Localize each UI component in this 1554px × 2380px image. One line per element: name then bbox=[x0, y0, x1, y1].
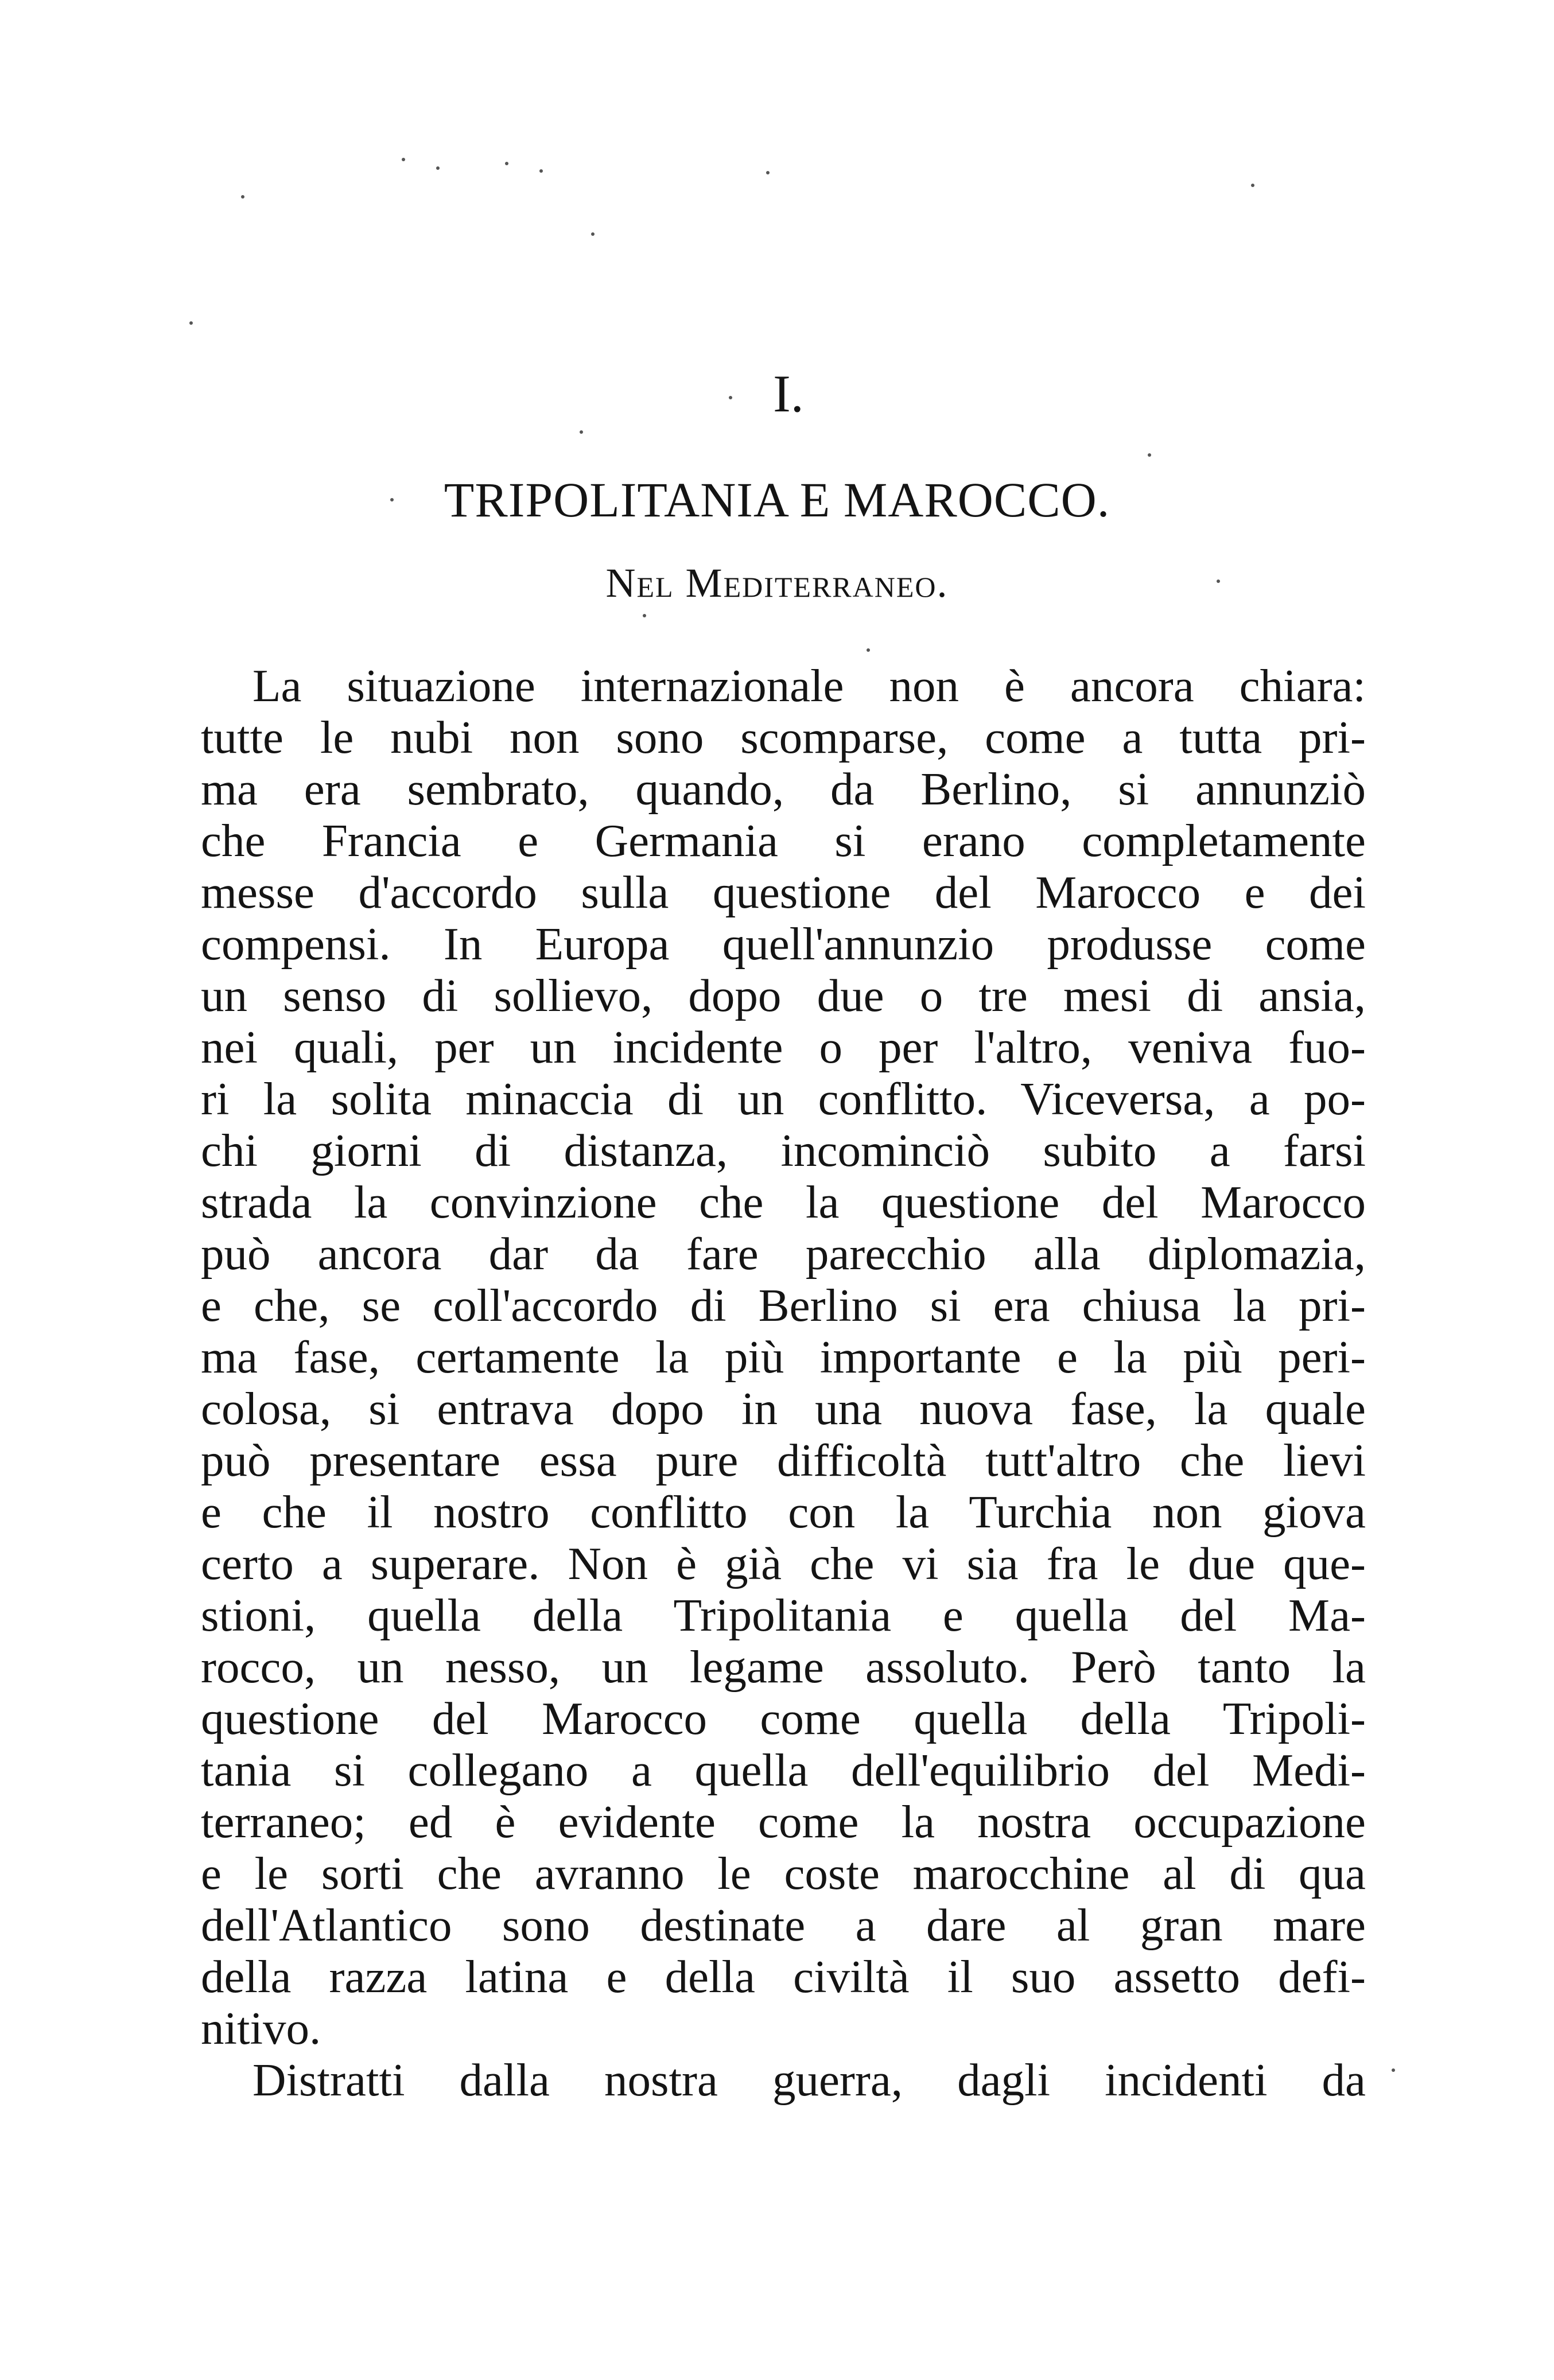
text-line: chi giorni di distanza, incominciò subito a farsi bbox=[201, 1125, 1366, 1176]
text-line: e le sorti che avranno le coste marocchine al di qua bbox=[201, 1848, 1366, 1899]
print-speck bbox=[402, 158, 405, 161]
text-line: terraneo; ed è evidente come la nostra occupazione bbox=[201, 1796, 1366, 1848]
print-speck bbox=[390, 498, 394, 501]
text-line: stioni, quella della Tripolitania e quella del Ma- bbox=[201, 1589, 1366, 1641]
text-line: ma era sembrato, quando, da Berlino, si annunziò bbox=[201, 763, 1366, 815]
text-line: Distratti dalla nostra guerra, dagli incidenti da bbox=[252, 2054, 1366, 2106]
chapter-number: I. bbox=[773, 364, 804, 423]
text-line: ri la solita minaccia di un conflitto. Viceversa, a po- bbox=[201, 1073, 1366, 1125]
print-speck bbox=[766, 171, 770, 174]
text-line: della razza latina e della civiltà il suo assetto defi- bbox=[201, 1951, 1366, 2002]
text-line: nitivo. bbox=[201, 2002, 321, 2054]
text-line: nei quali, per un incidente o per l'altro, veniva fuo- bbox=[201, 1021, 1366, 1073]
text-line: messe d'accordo sulla questione del Marocco e dei bbox=[201, 866, 1366, 918]
text-line: rocco, un nesso, un legame assoluto. Però tanto la bbox=[201, 1641, 1366, 1693]
text-line: ma fase, certamente la più importante e la più peri- bbox=[201, 1331, 1366, 1383]
print-speck bbox=[241, 195, 244, 199]
text-line: e che, se coll'accordo di Berlino si era chiusa la pri- bbox=[201, 1280, 1366, 1331]
chapter-title: TRIPOLITANIA E MAROCCO. bbox=[444, 472, 1110, 527]
text-line: può presentare essa pure difficoltà tutt'altro che lievi bbox=[201, 1434, 1366, 1486]
text-line: La situazione internazionale non è ancora chiara: bbox=[252, 660, 1366, 711]
text-line: e che il nostro conflitto con la Turchia non giova bbox=[201, 1486, 1366, 1538]
print-speck bbox=[591, 232, 595, 236]
print-speck bbox=[436, 166, 440, 170]
paragraph-1 bbox=[201, 660, 1366, 2054]
text-line: compensi. In Europa quell'annunzio produsse come bbox=[201, 918, 1366, 970]
print-speck bbox=[1392, 2068, 1395, 2072]
print-speck bbox=[539, 169, 543, 173]
text-line: questione del Marocco come quella della Tripoli- bbox=[201, 1693, 1366, 1744]
print-speck bbox=[643, 614, 646, 617]
text-line: tania si collegano a quella dell'equilibrio del Medi- bbox=[201, 1744, 1366, 1796]
print-speck bbox=[1251, 184, 1254, 187]
text-line: strada la convinzione che la questione del Marocco bbox=[201, 1176, 1366, 1228]
text-line: che Francia e Germania si erano completamente bbox=[201, 815, 1366, 866]
print-speck bbox=[189, 321, 193, 325]
print-speck bbox=[580, 430, 583, 434]
print-speck bbox=[1217, 580, 1220, 583]
print-speck bbox=[729, 396, 732, 399]
section-title: Nel Mediterraneo. bbox=[605, 560, 949, 606]
text-line: certo a superare. Non è già che vi sia fra le due que- bbox=[201, 1538, 1366, 1589]
print-speck bbox=[505, 162, 508, 165]
text-line: colosa, si entrava dopo in una nuova fase, la quale bbox=[201, 1383, 1366, 1434]
text-line: tutte le nubi non sono scomparse, come a tutta pri- bbox=[201, 711, 1366, 763]
paragraph-2 bbox=[201, 2054, 1366, 2106]
print-speck bbox=[1148, 453, 1151, 457]
text-line: può ancora dar da fare parecchio alla diplomazia, bbox=[201, 1228, 1366, 1280]
body-text bbox=[201, 660, 1366, 2106]
text-line: dell'Atlantico sono destinate a dare al gran mare bbox=[201, 1899, 1366, 1951]
print-speck bbox=[867, 648, 870, 652]
text-line: un senso di sollievo, dopo due o tre mesi di ansia, bbox=[201, 970, 1366, 1021]
